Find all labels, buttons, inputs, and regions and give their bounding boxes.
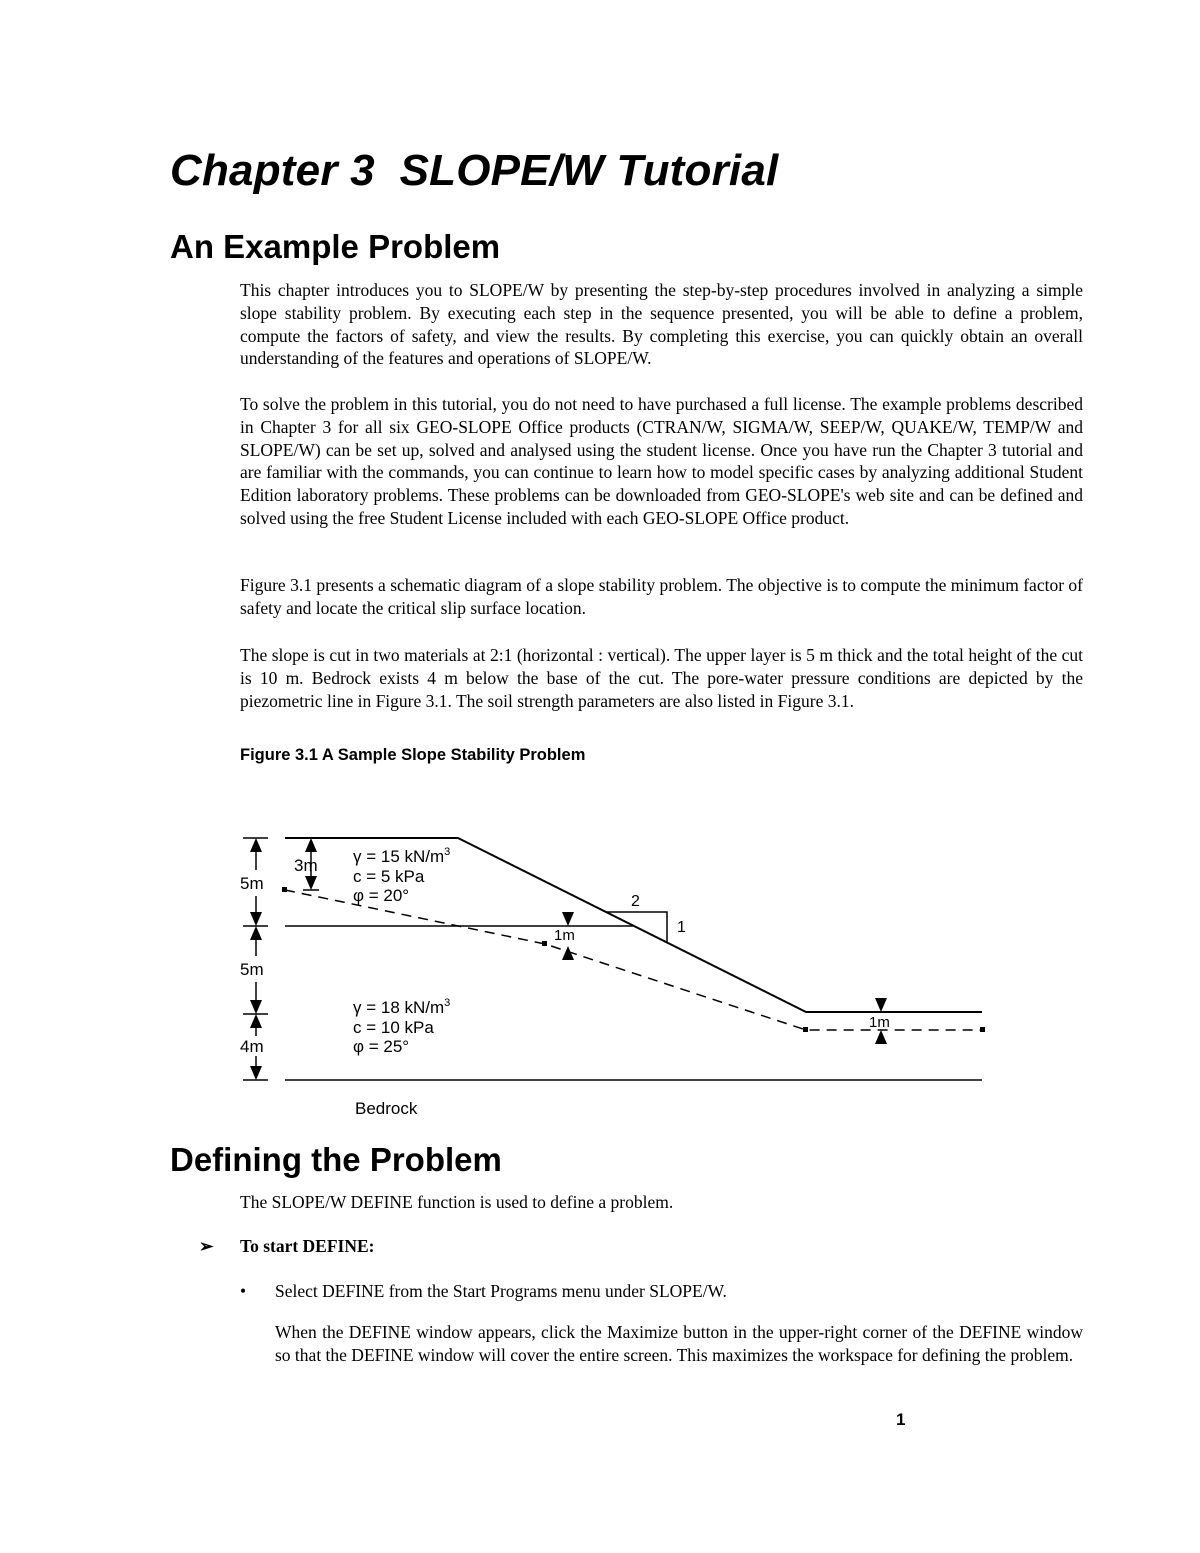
paragraph-define-intro: The SLOPE/W DEFINE function is used to define a problem. <box>240 1192 674 1212</box>
slope-ratio-vertical: 1 <box>677 919 686 936</box>
upper-layer-cohesion: c = 5 kPa <box>353 867 425 886</box>
bullet-dot-icon: • <box>240 1281 247 1301</box>
toe-water-depth-label: 1m <box>869 1014 890 1031</box>
section-heading-example-problem: An Example Problem <box>170 228 501 265</box>
dimension-lower-label: 4m <box>240 1037 264 1056</box>
paragraph-intro: This chapter introduces you to SLOPE/W by presenting the step-by-step procedures involved in analyzing a simple slope stability problem. By executing each step in the sequence presented, you will be able to define a problem, compute the factors of safety, and view the results. By completing this exercise, you can quickly obtain an overall understanding of the features and operations of SLOPE/W. <box>240 280 1083 369</box>
lower-layer-phi: φ = 25° <box>353 1037 410 1056</box>
paragraph-license: To solve the problem in this tutorial, you do not need to have purchased a full license. The example problems described in Chapter 3 for all six GEO-SLOPE Office products (CTRAN/W, SIGMA/W, SEEP/W, QUAKE/W, TEMP/W and SLOPE/W) can be set up, solved and analysed using the student license. Once you have run the Chapter 3 tutorial and are familiar with the commands, you can continue to learn how to model specific cases by analyzing additional Student Edition laboratory problems. These problems can be downloaded from GEO-SLOPE's web site and can be defined and solved using the free Student License included with each GEO-SLOPE Office product. <box>240 394 1083 528</box>
paragraph-figure-description: Figure 3.1 presents a schematic diagram of a slope stability problem. The objective is to compute the minimum factor of safety and locate the critical slip surface location. <box>240 575 1083 618</box>
mid-water-depth-label: 1m <box>554 927 575 944</box>
upper-layer-gamma: γ = 15 $kN/m^3$ <box>353 846 451 866</box>
dimension-upper-label: 5m <box>240 874 264 893</box>
step-arrow-icon: ➢ <box>199 1236 214 1256</box>
upper-water-depth-label: 3m <box>294 856 318 875</box>
paragraph-maximize-window: When the DEFINE window appears, click the Maximize button in the upper-right corner of the DEFINE window so that the DEFINE window will cover the entire screen. This maximizes the workspace for defining the problem. <box>275 1322 1083 1365</box>
page-number: 1 <box>896 1410 906 1429</box>
bedrock-label: Bedrock <box>355 1099 418 1118</box>
lower-layer-cohesion: c = 10 kPa <box>353 1018 434 1037</box>
dimension-middle-label: 5m <box>240 960 264 979</box>
bullet-text: Select DEFINE from the Start Programs menu under SLOPE/W. <box>275 1281 727 1301</box>
bullet-select-define <box>240 1281 727 1302</box>
paragraph-slope-description: The slope is cut in two materials at 2:1 (horizontal : vertical). The upper layer is 5 m thick and the total height of the cut is 10 m. Bedrock exists 4 m below the base of the cut. The pore-water pressure conditions are depicted by the piezometric line in Figure 3.1. The soil strength parameters are also listed in Figure 3.1. <box>240 645 1083 711</box>
slope-ratio-horizontal: 2 <box>631 893 640 910</box>
upper-layer-phi: φ = 20° <box>353 886 410 905</box>
figure-caption: Figure 3.1 A Sample Slope Stability Problem <box>240 746 586 764</box>
step-heading-text: To start DEFINE: <box>240 1236 375 1256</box>
lower-layer-gamma: γ = 18 $kN/m^3$ <box>353 997 451 1017</box>
step-heading-start-define <box>199 1236 375 1257</box>
section-heading-defining-problem: Defining the Problem <box>170 1141 502 1178</box>
chapter-title: Chapter 3 SLOPE/W Tutorial <box>170 146 779 195</box>
